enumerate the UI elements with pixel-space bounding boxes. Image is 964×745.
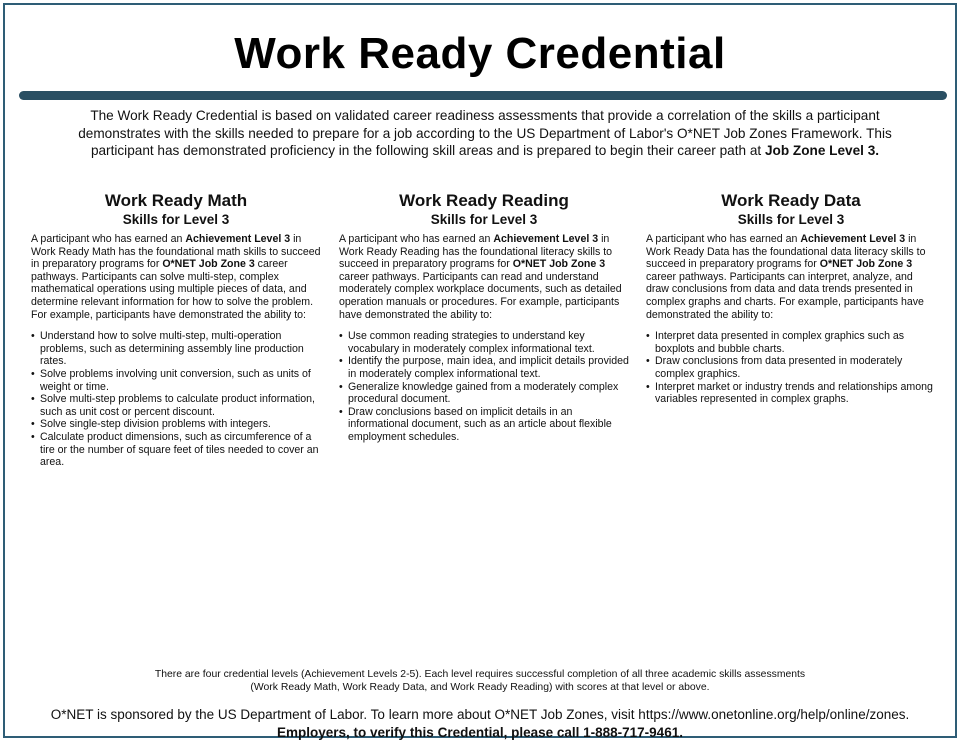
desc-text: career pathways. Participants can read and understand moderately complex workplace documents, such as detailed operation manuals or procedures. For example, participants have demonstrated the ability to: — [339, 270, 622, 321]
desc-level: Achievement Level 3 — [800, 233, 906, 245]
list-item: • Calculate product dimensions, such as circumference of a tire or the number of square feet of tiles needed to cover an area. — [31, 431, 321, 469]
skill-list — [31, 330, 321, 469]
desc-text: A participant who has earned an — [31, 233, 186, 245]
title-divider — [19, 91, 947, 100]
list-item: • Interpret data presented in complex graphics such as boxplots and bubble charts. — [646, 330, 936, 355]
intro-job-zone: Job Zone Level 3. — [764, 143, 880, 158]
desc-level: Achievement Level 3 — [185, 233, 291, 245]
desc-level: Achievement Level 3 — [493, 233, 599, 245]
data-column — [646, 191, 936, 406]
intro-paragraph — [61, 107, 909, 160]
column-title: Work Ready Reading — [399, 191, 569, 210]
list-item: • Interpret market or industry trends and relationships among variables represented in complex graphs. — [646, 381, 936, 406]
column-title: Work Ready Math — [104, 191, 248, 210]
desc-job-zone: O*NET Job Zone 3 — [512, 258, 606, 271]
desc-text: in Work Ready Data has the foundational data literacy skills to succeed in preparatory programs for — [646, 233, 926, 271]
desc-text: career pathways. Participants can solve multi-step, complex mathematical operations using multiple pieces of data, and determine relevant information for how to solve the problem. For example, participants have demonstrated the ability to: — [31, 258, 314, 321]
column-subtitle: Skills for Level 3 — [430, 212, 538, 227]
page-title: Work Ready Credential — [234, 29, 726, 78]
document-frame — [3, 3, 957, 738]
desc-text: A participant who has earned an — [646, 233, 801, 245]
sponsor-statement: O*NET is sponsored by the US Department of Labor. To learn more about O*NET Job Zones, visit https://www.onetonline.org/help/online/zones. — [50, 707, 910, 722]
column-description — [339, 233, 629, 321]
list-item: • Understand how to solve multi-step, multi-operation problems, such as determining assembly line production rates. — [31, 330, 321, 368]
list-item: • Use common reading strategies to understand key vocabulary in moderately complex informational text. — [339, 330, 629, 355]
list-item: • Identify the purpose, main idea, and implicit details provided in moderately complex informational text. — [339, 355, 629, 380]
column-subtitle: Skills for Level 3 — [737, 212, 845, 227]
list-item: • Solve single-step division problems with integers. — [31, 418, 321, 431]
credential-levels-note — [5, 668, 955, 694]
desc-text: in Work Ready Math has the foundational math skills to succeed in preparatory programs for — [31, 233, 321, 271]
column-description — [646, 233, 936, 321]
column-subtitle: Skills for Level 3 — [122, 212, 230, 227]
list-item: • Draw conclusions based on implicit details in an informational document, such as an article about flexible employment schedules. — [339, 406, 629, 444]
desc-text: A participant who has earned an — [339, 233, 494, 245]
desc-text: career pathways. Participants can interpret, analyze, and draw conclusions from data and data trends presented in complex graphs and charts. For example, participants have demonstrated the ability to: — [646, 270, 924, 321]
desc-job-zone: O*NET Job Zone 3 — [162, 258, 255, 271]
list-item: • Solve problems involving unit conversion, such as units of weight or time. — [31, 368, 321, 393]
skill-list — [646, 330, 936, 406]
skill-list — [339, 330, 629, 443]
note-line: There are four credential levels (Achievement Levels 2-5). Each level requires successful completion of all three academic skills assessments — [154, 669, 806, 680]
reading-column — [339, 191, 629, 444]
desc-text: in Work Ready Reading has the foundational literacy skills to succeed in preparatory programs for — [339, 233, 613, 271]
list-item: • Generalize knowledge gained from a moderately complex procedural document. — [339, 381, 629, 406]
verify-statement: Employers, to verify this Credential, please call 1-888-717-9461. — [277, 725, 683, 740]
math-column — [31, 191, 321, 469]
column-title: Work Ready Data — [721, 191, 861, 210]
column-description — [31, 233, 321, 321]
desc-job-zone: O*NET Job Zone 3 — [819, 258, 913, 271]
list-item: • Solve multi-step problems to calculate product information, such as unit cost or percent discount. — [31, 393, 321, 418]
intro-text: The Work Ready Credential is based on validated career readiness assessments that provide a correlation of the skills a participant demonstrates with the skills needed to prepare for a job according to the US Department of Labor's O*NET Job Zones Framework. This participant has demonstrated proficiency in the following skill areas and is prepared to begin their career path at — [78, 108, 892, 158]
list-item: • Draw conclusions from data presented in moderately complex graphics. — [646, 355, 936, 380]
note-line: (Work Ready Math, Work Ready Data, and Work Ready Reading) with scores at that level or above. — [250, 682, 710, 693]
